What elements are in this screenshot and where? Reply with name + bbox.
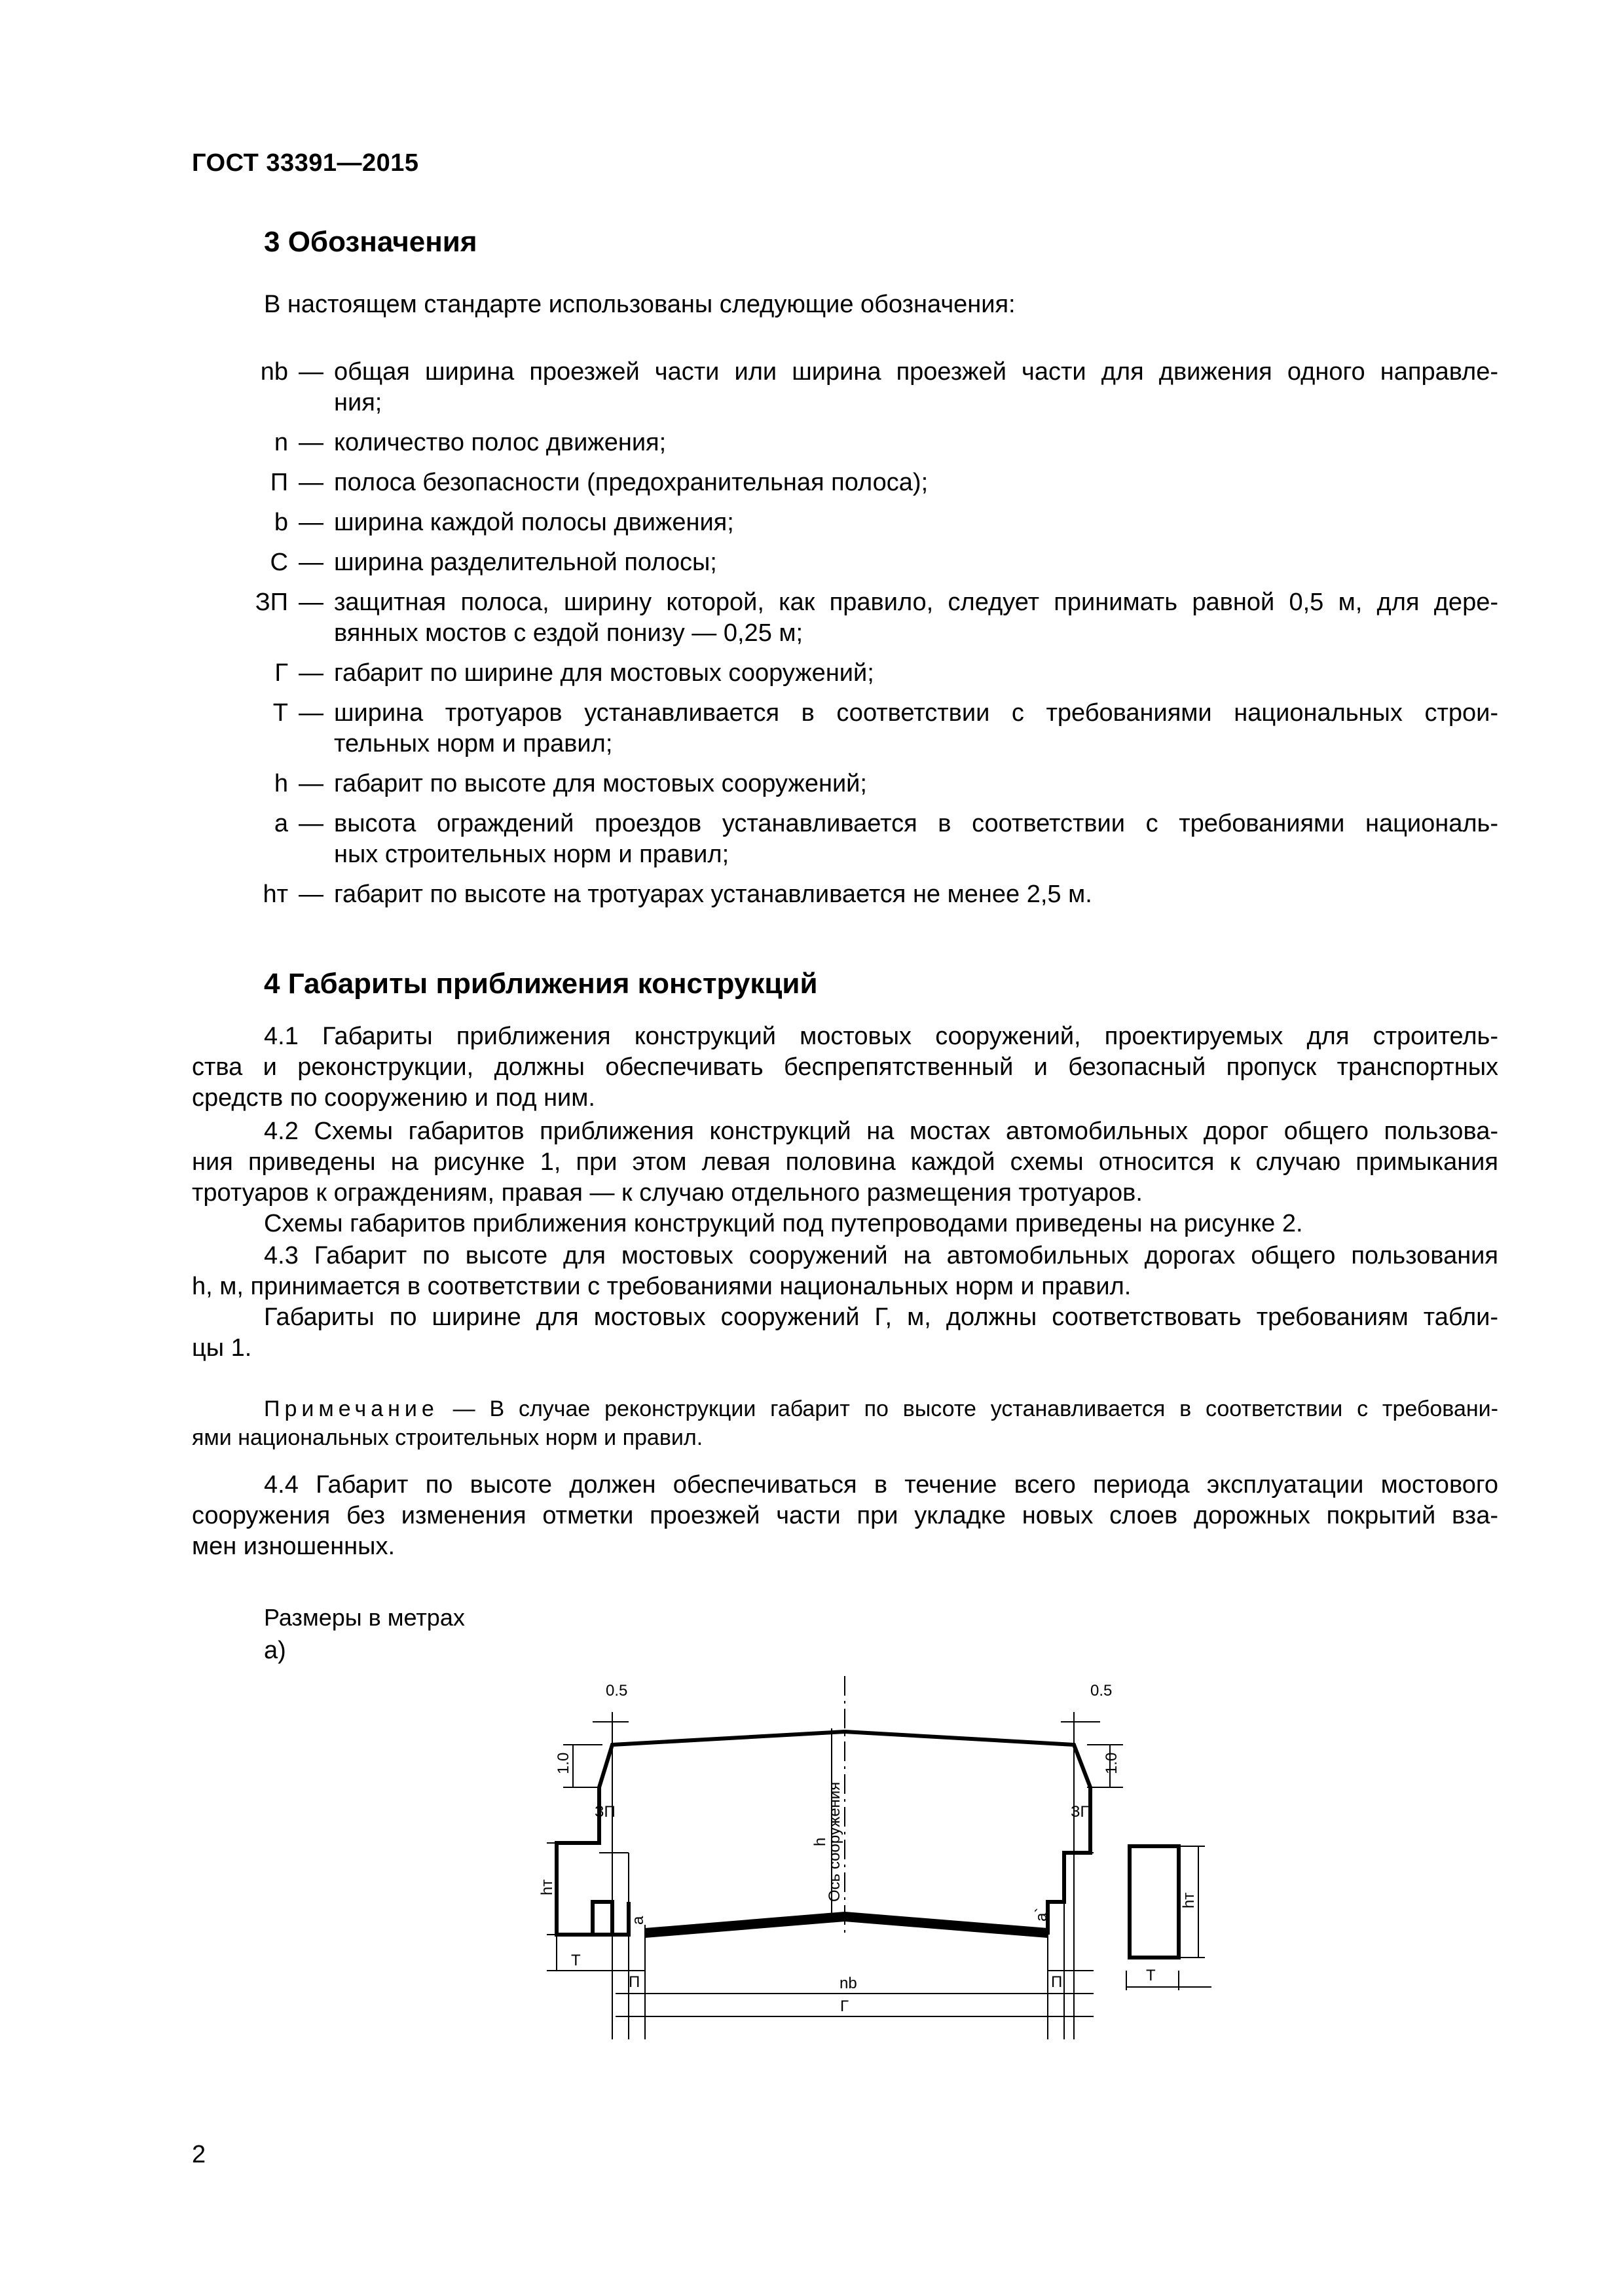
definition-dash: —	[299, 429, 323, 456]
label-a-right: a`	[1033, 1907, 1050, 1922]
definition-symbol: b	[274, 509, 288, 536]
definition-symbol: nb	[260, 358, 288, 386]
definition-line: полоса безопасности (предохранительная полоса);	[334, 469, 929, 496]
paragraph-line: средств по сооружению и под ним.	[192, 1084, 595, 1112]
dimension-label-1-0-right: 1.0	[1103, 1752, 1120, 1774]
note-text: — В случае реконструкции габарит по высоте устанавливается в соответствии с требовани-	[452, 1396, 1498, 1421]
label-ht-right: hт	[1180, 1892, 1198, 1908]
paragraph-line: цы 1.	[192, 1334, 252, 1362]
paragraph-line: 4.2 Схемы габаритов приближения конструкций на мостах автомобильных дорог общего пользова-	[264, 1118, 1498, 1145]
section-3-title: 3 Обозначения	[264, 226, 477, 258]
definition-dash: —	[299, 699, 323, 727]
definition-line: защитная полоса, ширину которой, как правило, следует принимать равной 0,5 м, для дере-	[334, 589, 1498, 616]
definition-dash: —	[299, 469, 323, 496]
definition-dash: —	[299, 589, 323, 616]
definition-line: количество полос движения;	[334, 429, 667, 456]
definition-dash: —	[299, 659, 323, 687]
label-axis: Ось сооружения	[826, 1781, 843, 1902]
label-t-left: Т	[571, 1952, 581, 1969]
section-3-intro: В настоящем стандарте использованы следующие обозначения:	[264, 291, 1016, 318]
paragraph-line: h, м, принимается в соответствии с требованиями национальных норм и правил.	[192, 1273, 1132, 1300]
figure-sizes-note: Размеры в метрах	[264, 1604, 465, 1631]
definition-symbol: С	[270, 549, 288, 576]
note-label: Примечание	[264, 1396, 439, 1421]
label-p-right: П	[1051, 1973, 1063, 1991]
paragraph-line: мен изношенных.	[192, 1533, 396, 1560]
paragraph-line: 4.3 Габарит по высоте для мостовых сооружений на автомобильных дорогах общего пользования	[264, 1242, 1498, 1269]
definition-dash: —	[299, 549, 323, 576]
label-zp-right: ЗП	[1071, 1803, 1092, 1821]
paragraph-line: ния приведены на рисунке 1, при этом левая половина каждой схемы относится к случаю примыкания	[192, 1148, 1498, 1176]
paragraph-line: сооружения без изменения отметки проезжей части при укладке новых слоев дорожных покрытий вза-	[192, 1502, 1498, 1529]
definition-dash: —	[299, 770, 323, 797]
label-nb: nb	[840, 1975, 857, 1992]
paragraph-line: Габариты по ширине для мостовых сооружений Г, м, должны соответствовать требованиям табли-	[264, 1303, 1498, 1331]
definition-line: общая ширина проезжей части или ширина проезжей части для движения одного направле-	[334, 358, 1498, 386]
definition-symbol: ЗП	[255, 589, 288, 616]
sidewalk-box	[1130, 1846, 1179, 1958]
paragraph-line: 4.4 Габарит по высоте должен обеспечиваться в течение всего периода эксплуатации мостового	[264, 1471, 1498, 1499]
definition-line: ширина каждой полосы движения;	[334, 509, 734, 536]
dimension-label-0-5-right: 0.5	[1090, 1682, 1113, 1700]
left-barrier	[612, 1902, 629, 1935]
definition-line: ширина разделительной полосы;	[334, 549, 717, 576]
label-t-right: Т	[1146, 1967, 1156, 1984]
label-p-left: П	[629, 1973, 640, 1991]
definition-symbol: a	[274, 810, 288, 837]
note-line: ями национальных строительных норм и правил.	[192, 1425, 703, 1450]
paragraph-line: 4.1 Габариты приближения конструкций мостовых сооружений, проектируемых для строитель-	[264, 1023, 1498, 1050]
definition-symbol: Г	[274, 659, 288, 687]
clearance-outline	[557, 1732, 1090, 1935]
label-a-left: a	[629, 1916, 647, 1925]
section-4-title: 4 Габариты приближения конструкций	[264, 968, 818, 1000]
dimension-label-0-5-left: 0.5	[606, 1682, 628, 1700]
definition-line: ширина тротуаров устанавливается в соответствии с требованиями национальных строи-	[334, 699, 1498, 727]
definition-symbol: hт	[263, 881, 288, 908]
paragraph-line: тротуаров к ограждениям, правая — к случаю отдельного размещения тротуаров.	[192, 1179, 1143, 1207]
dimension-label-1-0-left: 1.0	[555, 1752, 572, 1774]
definition-line: вянных мостов с ездой понизу — 0,25 м;	[334, 619, 803, 647]
figure-sublabel: а)	[264, 1637, 286, 1664]
label-g: Г	[840, 1997, 849, 2015]
road-surface	[645, 1912, 1048, 1938]
definition-dash: —	[299, 358, 323, 386]
definition-symbol: Т	[272, 699, 288, 727]
document-id: ГОСТ 33391—2015	[192, 149, 419, 177]
left-sidewalk-step	[593, 1902, 612, 1935]
definition-symbol: h	[274, 770, 288, 797]
definition-symbol: П	[270, 469, 288, 496]
definition-line: высота ограждений проездов устанавливается в соответствии с требованиями националь-	[334, 810, 1498, 837]
definition-line: тельных норм и правил;	[334, 730, 613, 757]
definition-line: ных строительных норм и правил;	[334, 841, 729, 868]
definition-dash: —	[299, 810, 323, 837]
definition-line: ния;	[334, 389, 382, 416]
page-number: 2	[192, 2141, 206, 2168]
paragraph-line: ства и реконструкции, должны обеспечивать беспрепятственный и безопасный пропуск транспортных	[192, 1053, 1498, 1081]
definition-dash: —	[299, 881, 323, 908]
label-ht-left: hт	[538, 1879, 556, 1895]
definition-line: габарит по ширине для мостовых сооружений;	[334, 659, 874, 687]
definition-symbol: n	[274, 429, 288, 456]
paragraph-line: Схемы габаритов приближения конструкций под путепроводами приведены на рисунке 2.	[264, 1210, 1303, 1237]
label-zp-left: ЗП	[595, 1803, 616, 1821]
definition-dash: —	[299, 509, 323, 536]
definition-line: габарит по высоте для мостовых сооружений;	[334, 770, 867, 797]
definition-line: габарит по высоте на тротуарах устанавливается не менее 2,5 м.	[334, 881, 1092, 908]
label-h: h	[811, 1837, 829, 1846]
